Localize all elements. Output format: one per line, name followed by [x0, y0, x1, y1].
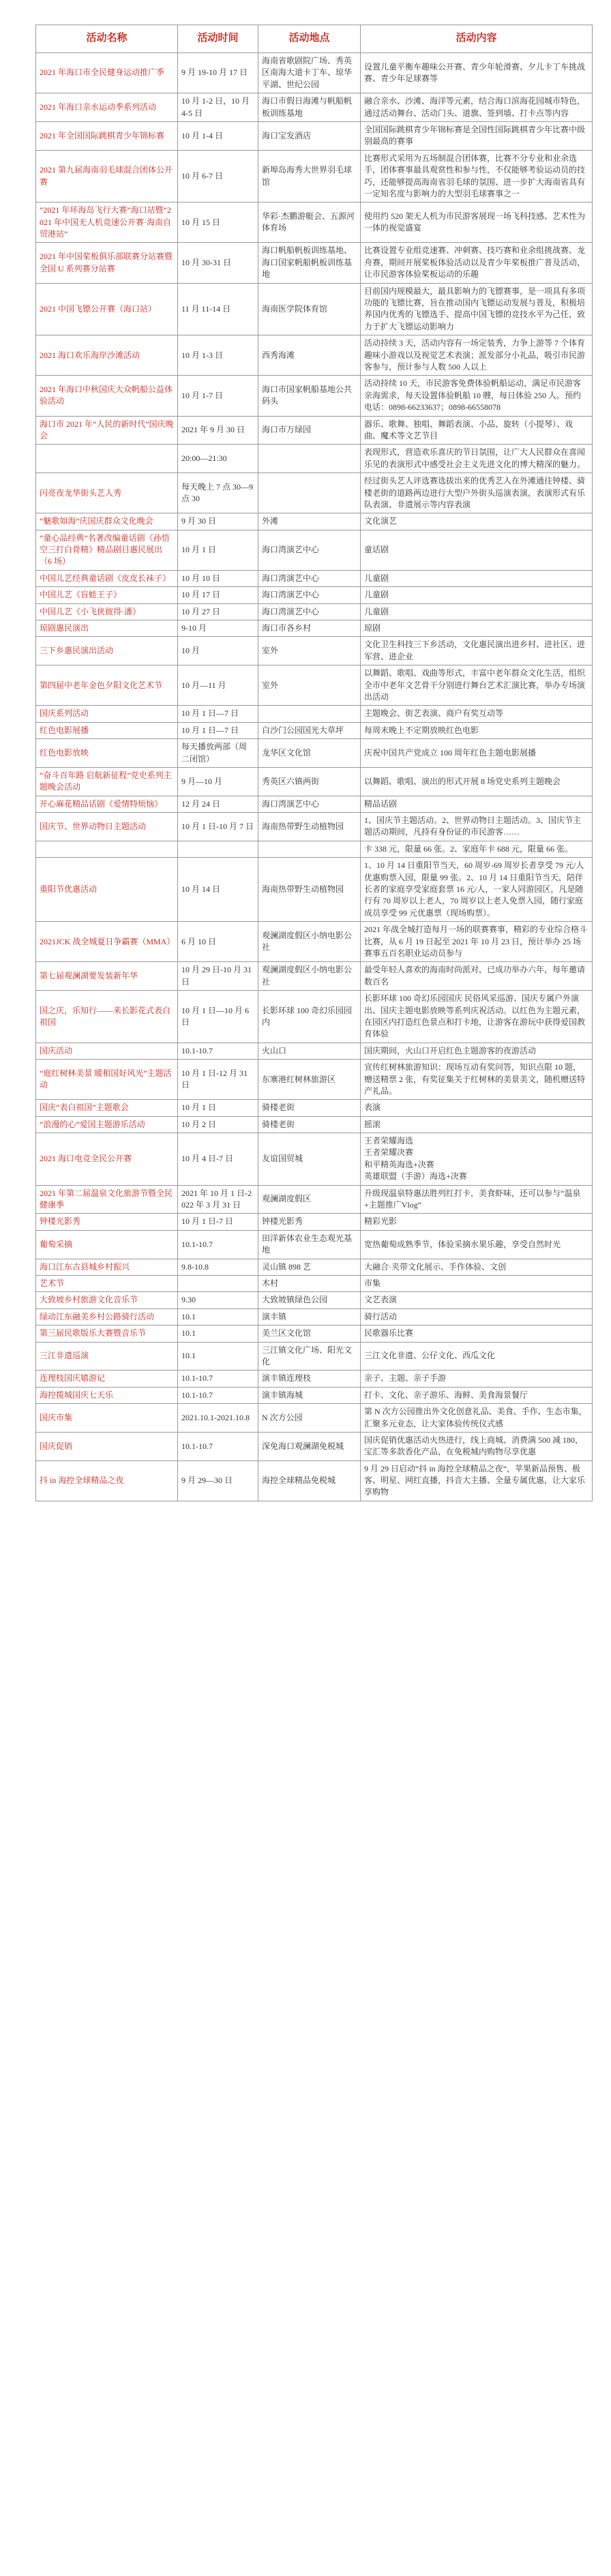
cell-time: 9 月—10 月 [178, 767, 258, 796]
table-row [36, 841, 593, 857]
table-row [36, 530, 593, 570]
cell-name: 抖 in 海控全球精品之夜 [36, 1461, 178, 1501]
cell-place: 海口湾演艺中心 [258, 570, 361, 586]
cell-content: 琼剧 [361, 620, 593, 637]
cell-time: 2021 年 10 月 1 日-2022 年 3 月 31 日 [178, 1185, 258, 1214]
table-row [36, 1060, 593, 1100]
cell-content: 经过街头艺人评选赛选拔出来的优秀艺人在外滩通往钟楼、骑楼老街的道路两边进行大型户外街头巡演表演，表演形式有乐队表演、非遗展示等内容表演 [361, 473, 593, 513]
cell-place: 海口帆船帆板训练基地、海口国家帆船帆板训练基地 [258, 243, 361, 283]
table-row [36, 1432, 593, 1461]
cell-time: 10 月 4 日-7 日 [178, 1133, 258, 1186]
cell-time: 10 月 15 日 [178, 203, 258, 243]
table-row [36, 1461, 593, 1501]
cell-time: 10 月 1 日-7 日 [178, 1214, 258, 1230]
table-row [36, 922, 593, 962]
table-row [36, 1371, 593, 1387]
cell-name [36, 841, 178, 857]
cell-place: 田洋新体农业生态观光基地 [258, 1230, 361, 1259]
cell-time: 10 月 2 日 [178, 1116, 258, 1133]
cell-name: 葡萄采摘 [36, 1230, 178, 1259]
cell-place: 室外 [258, 665, 361, 706]
cell-content: 融合亲水、沙滩、海洋等元素，结合海口滨海花园城市特色，通过活动舞台、活动门头、道旗、签到墙、打卡点等内容 [361, 93, 593, 122]
cell-content: 活动持续 10 天，市民游客免费体验帆船运动，满足市民游客亲海需求，每天设置体验帆船 10 艘，每日体验 250 人。预约电话：0898-66233637；0898-66558078 [361, 376, 593, 416]
cell-time: 10 月 10 日 [178, 570, 258, 586]
table-row [36, 121, 593, 150]
table-row [36, 620, 593, 637]
cell-place: 西秀海滩 [258, 335, 361, 376]
cell-content: 精品话剧 [361, 796, 593, 812]
cell-name: 国庆市集 [36, 1404, 178, 1433]
table-row [36, 796, 593, 812]
cell-content: 最受年轻人喜欢的海南时尚派对，已成功举办六年，每年邀请数百名 [361, 962, 593, 991]
cell-time: 10 月 1 日 [178, 530, 258, 570]
cell-content: 文化卫生科技三下乡活动，文化惠民演出进乡村、进社区、进军营、进企业 [361, 637, 593, 665]
table-row [36, 1116, 593, 1133]
cell-time: 9 月 29—30 日 [178, 1461, 258, 1501]
cell-name: 国庆促销 [36, 1432, 178, 1461]
cell-place: 演丰镇连理枝 [258, 1371, 361, 1387]
cell-name: 2021 中国飞镖公开赛（海口站） [36, 283, 178, 335]
cell-place: 海南热带野生动植物园 [258, 858, 361, 922]
cell-content: 骑行活动 [361, 1308, 593, 1325]
cell-place: 长影环球 100 奇幻乐园园内 [258, 991, 361, 1043]
cell-place: 海口市各乡村 [258, 620, 361, 637]
cell-name: 第七届观澜湖要发装新年华 [36, 962, 178, 991]
cell-content: 长影环球 100 奇幻乐园国庆 民俗风采巡游、国庆专属户外演出、国庆主题电影放映等系列庆祝活动。以红色为主题元素，在园区内打造红色景点和打卡地，让游客在游玩中获得爱国教育体验 [361, 991, 593, 1043]
table-row [36, 1342, 593, 1371]
cell-content: 比赛设置专业组竞速赛、冲刺赛、技巧赛和业余组挑战赛、龙舟赛，期间开展桨板体验活动以及青少年桨板推广普及活动，让市民游客体验桨板运动的乐趣 [361, 243, 593, 283]
cell-time: 10.1-10.7 [178, 1432, 258, 1461]
cell-name: 国之庆，乐知行——来长影花式表白祖国 [36, 991, 178, 1043]
cell-name: 连理枝国庆嬉游记 [36, 1371, 178, 1387]
cell-time [178, 841, 258, 857]
cell-content: 全国国际跳棋青少年锦标赛是全国性国际跳棋青少年比赛中级别最高的赛事 [361, 121, 593, 150]
cell-place: 海口湾演艺中心 [258, 530, 361, 570]
cell-name: 中国儿艺经典童话剧《皮皮长袜子》 [36, 570, 178, 586]
table-row [36, 1275, 593, 1291]
table-row [36, 570, 593, 586]
cell-place [258, 445, 361, 473]
cell-name: 2021 年海口中秋国庆大众帆船公益体验活动 [36, 376, 178, 416]
cell-content: 活动持续 3 天，活动内容有一场定装秀，力争上游等 7 个体育趣味小游戏以及视觉艺术表演；派发部分小礼品，吸引市民游客参与，预计参与人数 500 人以上 [361, 335, 593, 376]
cell-name: 中国儿艺《盲蛙王子》 [36, 587, 178, 603]
cell-name: “庭红树林美景 暖相国好风光”主题活动 [36, 1060, 178, 1100]
table-row [36, 1259, 593, 1275]
table-row [36, 722, 593, 738]
cell-time: 10 月 27 日 [178, 603, 258, 620]
cell-name: 国庆系列活动 [36, 706, 178, 722]
cell-content: 以舞蹈、歌唱、演出的形式开展 8 场党史系列主题晚会 [361, 767, 593, 796]
cell-name: 大致坡乡村旅游文化音乐节 [36, 1292, 178, 1308]
cell-content: 1、10 月 14 日重阳节当天，60 周岁-69 周岁长者享受 79 元/人优惠购票入园，限量 99 张。2、10 月 14 日重阳节当天，陪伴长者的家庭享受家庭套票 16 元/人，一家人同游园区，凡是随行有 70 周岁以上老人，70 周岁以上老人免票入园，随行家庭成员享受 99 元优惠票（现场购票）。 [361, 858, 593, 922]
table-row [36, 603, 593, 620]
cell-content: 以舞蹈、歌唱、戏曲等形式，丰富中老年群众文化生活，组织全市中老年文艺骨干分别进行舞台艺术汇演比赛，举办专场演出活动 [361, 665, 593, 706]
cell-time: 10 月 1 日-12 月 31 日 [178, 1060, 258, 1100]
cell-place: 华彩·杰鹏游艇会、五源河体育场 [258, 203, 361, 243]
cell-place: 钟楼光影秀 [258, 1214, 361, 1230]
table-row [36, 53, 593, 93]
cell-content: 2021 年战全城打造每月一场的联赛赛事，精彩的专业综合格斗比赛，从 6 月 19 日起至 2021 年 10 月 23 日，预计举办 25 场赛事五百名职业运动员参与 [361, 922, 593, 962]
cell-content: 文艺表演 [361, 1292, 593, 1308]
table-row [36, 335, 593, 376]
cell-time: 9.30 [178, 1292, 258, 1308]
cell-content: 宽热葡萄成熟季节，体验采摘水果乐趣，享受自然时光 [361, 1230, 593, 1259]
cell-time: 20:00—21:30 [178, 445, 258, 473]
table-row [36, 1133, 593, 1186]
table-row [36, 858, 593, 922]
cell-place: 海南医学院体育馆 [258, 283, 361, 335]
cell-place [258, 706, 361, 722]
cell-time: 11 月 11-14 日 [178, 283, 258, 335]
cell-place: 东寨港红树林旅游区 [258, 1060, 361, 1100]
cell-name: 艺术节 [36, 1275, 178, 1291]
cell-content: 庆祝中国共产党成立 100 周年红色主题电影展播 [361, 739, 593, 768]
cell-place [258, 841, 361, 857]
table-row [36, 706, 593, 722]
cell-name: 2021 年第二届温泉文化旅游节暨全民健康季 [36, 1185, 178, 1214]
cell-place: 秀英区六镇两街 [258, 767, 361, 796]
cell-name: 重阳节优惠活动 [36, 858, 178, 922]
cell-time: 12 月 24 日 [178, 796, 258, 812]
cell-content: 设置儿童平衡车趣味公开赛、青少年轮滑赛、夕儿卡丁车挑战赛、青少年足球赛等 [361, 53, 593, 93]
cell-place [258, 473, 361, 513]
cell-time: 10 月 1-2 日，10 月 4-5 日 [178, 93, 258, 122]
cell-time: 10 月 30-31 日 [178, 243, 258, 283]
cell-time: 10.1 [178, 1326, 258, 1342]
cell-time: 2021.10.1-2021.10.8 [178, 1404, 258, 1433]
cell-name: 海控揽城国庆七天乐 [36, 1387, 178, 1403]
cell-place: 海口市国家帆船基地公共码头 [258, 376, 361, 416]
cell-time: 10 月 1 日 [178, 1100, 258, 1116]
table-row [36, 445, 593, 473]
table-row [36, 376, 593, 416]
cell-name: 中国儿艺《小飞侠彼得·潘》 [36, 603, 178, 620]
cell-place: 海口湾演艺中心 [258, 587, 361, 603]
cell-content: 儿童剧 [361, 587, 593, 603]
cell-content: 市集 [361, 1275, 593, 1291]
cell-place: 骑楼老街 [258, 1116, 361, 1133]
cell-name: 红色电影放映 [36, 739, 178, 768]
cell-content: 每周末晚上不定期放映红色电影 [361, 722, 593, 738]
table-row [36, 243, 593, 283]
table-row [36, 739, 593, 768]
table-row [36, 991, 593, 1043]
table-row [36, 637, 593, 665]
table-row [36, 665, 593, 706]
cell-place: 深免海口观澜湖免税城 [258, 1432, 361, 1461]
cell-name: 红色电影展播 [36, 722, 178, 738]
cell-name: 2021JCK 战全城夏日争霸赛（MMA） [36, 922, 178, 962]
table-row [36, 473, 593, 513]
cell-content: 精彩光影 [361, 1214, 593, 1230]
cell-time [178, 1275, 258, 1291]
cell-content: 儿童剧 [361, 603, 593, 620]
activity-table [35, 25, 593, 1501]
table-row [36, 1308, 593, 1325]
cell-time: 10 月 [178, 637, 258, 665]
cell-place: 新埠岛海秀大世界羽毛球馆 [258, 150, 361, 203]
cell-name: “奋斗百年路 启航新征程”党史系列主题晚会活动 [36, 767, 178, 796]
cell-name: 海口江东古县城乡村振兴 [36, 1259, 178, 1275]
cell-content: 表演 [361, 1100, 593, 1116]
cell-content: 大融合·夹带文化展示、手作体验、文创 [361, 1259, 593, 1275]
cell-content: 摇滚 [361, 1116, 593, 1133]
table-row [36, 283, 593, 335]
cell-content: 表现形式，营造欢乐喜庆的节日氛围，让广大人民群众在喜闻乐见的表演形式中感受社会主义先进文化的博大精深的魅力。 [361, 445, 593, 473]
table-row [36, 1387, 593, 1403]
cell-name: 绿动江东融美乡村公路骑行活动 [36, 1308, 178, 1325]
header-activity-content: 活动内容 [361, 25, 593, 53]
cell-time: 每天晚上 7 点 30—9 点 30 [178, 473, 258, 513]
cell-content: 童话剧 [361, 530, 593, 570]
table-row [36, 1292, 593, 1308]
table-row [36, 1185, 593, 1214]
table-row [36, 150, 593, 203]
cell-time: 10 月 1 日-10 月 7 日 [178, 813, 258, 841]
cell-name: “2021 年环海岛飞行大赛”海口站暨“2021 年中国无人机竞速公开赛·海南自贸港站” [36, 203, 178, 243]
cell-content: 主题晚会、街艺表演、商户有奖互动等 [361, 706, 593, 722]
table-row [36, 513, 593, 530]
table-row [36, 1230, 593, 1259]
cell-name: 2021 第九届海南羽毛球混合团体公开赛 [36, 150, 178, 203]
cell-content: 王者荣耀海选 王者荣耀决赛 和平精英海选+决赛 英雄联盟（手游）海选+决赛 [361, 1133, 593, 1186]
cell-time: 2021 年 9 月 30 日 [178, 416, 258, 445]
cell-time: 10.1 [178, 1342, 258, 1371]
table-row [36, 416, 593, 445]
cell-content: 1、国庆节主题活动。2、世界动物日主题活动。3、国庆节主题活动期间，凡持有身份证的市民游客…… [361, 813, 593, 841]
cell-time: 10 月—11 月 [178, 665, 258, 706]
cell-place: N 次方公园 [258, 1404, 361, 1433]
cell-place: 演丰镇 [258, 1308, 361, 1325]
cell-name: “魅歌如海”庆国庆群众文化晚会 [36, 513, 178, 530]
cell-name: 国庆活动 [36, 1043, 178, 1059]
cell-content: 儿童剧 [361, 570, 593, 586]
cell-place: 海口湾演艺中心 [258, 796, 361, 812]
cell-place: 大致坡镇绿色公园 [258, 1292, 361, 1308]
cell-place: 海口市万绿园 [258, 416, 361, 445]
cell-content: 宣传红树林旅游知识：现场互动有奖问答，知识点限 10 题，赠送精票 2 张，有奖征集关于红树林的美景美文，随机赠送特产礼品。 [361, 1060, 593, 1100]
table-row [36, 93, 593, 122]
cell-place: 观澜湖度假区 [258, 1185, 361, 1214]
cell-time: 10 月 6-7 日 [178, 150, 258, 203]
cell-time: 9 月 19-10 月 17 日 [178, 53, 258, 93]
table-row [36, 813, 593, 841]
cell-content: 亲子、主题、亲子手游 [361, 1371, 593, 1387]
cell-content: 国庆期间，火山口开启红色主题游客的夜游活动 [361, 1043, 593, 1059]
cell-content: 打卡、文化、亲子游乐、海鲜、美食海景餐厅 [361, 1387, 593, 1403]
cell-name: 开心麻花精品话剧《爱情特烦恼》 [36, 796, 178, 812]
table-row [36, 962, 593, 991]
header-activity-name: 活动名称 [36, 25, 178, 53]
cell-time: 10 月 14 日 [178, 858, 258, 922]
cell-name: 2021 年全国国际跳棋青少年锦标赛 [36, 121, 178, 150]
cell-content: 目前国内规模最大，最具影响力的飞镖赛事，是一项具有多项功能的飞镖比赛，旨在推动国内飞镖运动发展与普及，积极培养国内优秀的飞镖选手、提高中国飞镖的竞技水平为己任，致力于扩大飞镖运动影响力 [361, 283, 593, 335]
cell-time: 10 月 1-3 日 [178, 335, 258, 376]
cell-place: 海口宝发酒店 [258, 121, 361, 150]
cell-name: 第四届中老年金色夕阳文化艺术节 [36, 665, 178, 706]
cell-place: 美兰区文化馆 [258, 1326, 361, 1342]
cell-place: 海口市假日海滩与帆船帆板训练基地 [258, 93, 361, 122]
cell-name: “童心品经典”名著改编童话剧《孙悟空三打白骨精》精品剧目惠民展出（6 场） [36, 530, 178, 570]
cell-content: 三江文化非遗、公仔文化、西瓜文化 [361, 1342, 593, 1371]
cell-content: 民歌器乐比赛 [361, 1326, 593, 1342]
table-row [36, 767, 593, 796]
cell-content: 卡 338 元，限量 66 张。2、家庭年卡 688 元，限量 66 张。 [361, 841, 593, 857]
table-row [36, 1404, 593, 1433]
cell-content: 国庆促销优惠活动火热进行，线上商城、消费满 500 减 180，宝汇等多款香化产品，在免税城内购物尽享优惠 [361, 1432, 593, 1461]
cell-name: 2021 海口欢乐海岸沙滩活动 [36, 335, 178, 376]
cell-name: 第三届民歌版乐大赛暨音乐节 [36, 1326, 178, 1342]
header-activity-place: 活动地点 [258, 25, 361, 53]
header-activity-time: 活动时间 [178, 25, 258, 53]
cell-name: 国庆节、世界动物日主题活动 [36, 813, 178, 841]
cell-name: 2021 年中国桨板俱乐部联赛分站赛暨全国 U 系列赛分站赛 [36, 243, 178, 283]
cell-name: 闪亮夜龙华街头艺人秀 [36, 473, 178, 513]
cell-time: 10.1-10.7 [178, 1387, 258, 1403]
cell-time: 每天播放两部（周二闭馆） [178, 739, 258, 768]
cell-name: 国庆“表白祖国”主题歌会 [36, 1100, 178, 1116]
cell-name [36, 445, 178, 473]
cell-time: 10.1-10.7 [178, 1371, 258, 1387]
cell-time: 10.1-10.7 [178, 1043, 258, 1059]
table-row [36, 203, 593, 243]
cell-content: 文化演艺 [361, 513, 593, 530]
cell-name: 2021 年海口亲水运动季系列活动 [36, 93, 178, 122]
table-row [36, 1214, 593, 1230]
cell-name: 钟楼光影秀 [36, 1214, 178, 1230]
cell-place: 灵山镇 898 艺 [258, 1259, 361, 1275]
cell-name: 三下乡惠民演出活动 [36, 637, 178, 665]
cell-place: 室外 [258, 637, 361, 665]
cell-name: 琼剧惠民演出 [36, 620, 178, 637]
cell-place: 火山口 [258, 1043, 361, 1059]
cell-place: 海控全球精品免税城 [258, 1461, 361, 1501]
cell-time: 10 月 29 日-10 月 31 日 [178, 962, 258, 991]
table-row [36, 587, 593, 603]
cell-place: 海南热带野生动植物园 [258, 813, 361, 841]
cell-content: 第 N 次方公园推出外文化创意礼品、美食、手作、生态市集，汇聚多元业态，让大家体验传统仪式感 [361, 1404, 593, 1433]
table-row [36, 1043, 593, 1059]
cell-time: 9 月 30 日 [178, 513, 258, 530]
cell-time: 10.1-10.7 [178, 1230, 258, 1259]
cell-time: 10.1 [178, 1308, 258, 1325]
table-row [36, 1326, 593, 1342]
cell-content: 升级现温泉特惠法胜列红打卡，美食虾味，还可以参与“温泉+主题推广Vlog” [361, 1185, 593, 1214]
cell-place: 海口湾演艺中心 [258, 603, 361, 620]
table-body [36, 53, 593, 1501]
cell-time: 6 月 10 日 [178, 922, 258, 962]
cell-content: 使用约 520 架无人机为市民游客展现一场飞科技感、艺术性为一体的视觉盛宴 [361, 203, 593, 243]
cell-content: 9 月 29 日启动“抖 in 海控全球精品之夜”，苹果新品预售、极客、明星、网红直播，抖音大主播、全量专属优惠，让大家乐享购物 [361, 1461, 593, 1501]
cell-name: 三江非遗巡演 [36, 1342, 178, 1371]
table-row [36, 1100, 593, 1116]
cell-place: 友谊国贸城 [258, 1133, 361, 1186]
cell-content: 比赛形式采用为五场制混合团体赛，比赛不分专业和业余选手，团体赛事最具观赏性和参与性，不仅能够考验运动员的技巧，还能够提高海南省羽毛球的氛围、进一步扩大海南省具有一定知名度与影响力的大型羽毛球赛事之一 [361, 150, 593, 203]
cell-time: 10 月 1 日—7 日 [178, 722, 258, 738]
cell-place: 龙华区文化馆 [258, 739, 361, 768]
table-header-row [36, 25, 593, 53]
cell-time: 9-10 月 [178, 620, 258, 637]
cell-time: 10 月 1-4 日 [178, 121, 258, 150]
cell-place: 海南省歌剧院广场、秀英区南海大道卡丁车、琼华平湖、世纪公园 [258, 53, 361, 93]
cell-time: 9.8-10.8 [178, 1259, 258, 1275]
cell-time: 10 月 17 日 [178, 587, 258, 603]
cell-time: 10 月 1 日—7 日 [178, 706, 258, 722]
cell-place: 观澜湖度假区小纳电影公社 [258, 962, 361, 991]
cell-content: 器乐、歌舞、独唱、舞蹈表演、小品、旋转（小提琴）、戏曲、魔术等文艺节目 [361, 416, 593, 445]
cell-place: 骑楼老街 [258, 1100, 361, 1116]
cell-place: 观澜湖度假区小纳电影公社 [258, 922, 361, 962]
cell-place: 外滩 [258, 513, 361, 530]
cell-time: 10 月 1 日—10 月 6 日 [178, 991, 258, 1043]
cell-name: 海口市 2021 年“人民的新时代”国庆晚会 [36, 416, 178, 445]
cell-place: 演丰镇海城 [258, 1387, 361, 1403]
cell-place: 三江镇文化广场、阳光文化 [258, 1342, 361, 1371]
cell-name: 2021 海口电竞全民公开赛 [36, 1133, 178, 1186]
cell-name: 2021 年海口市全民健身运动推广季 [36, 53, 178, 93]
cell-time: 10 月 1-7 日 [178, 376, 258, 416]
cell-place: 白沙门公园国光大草坪 [258, 722, 361, 738]
cell-name: “浪漫的心”爱国主题游乐活动 [36, 1116, 178, 1133]
cell-place: 木村 [258, 1275, 361, 1291]
